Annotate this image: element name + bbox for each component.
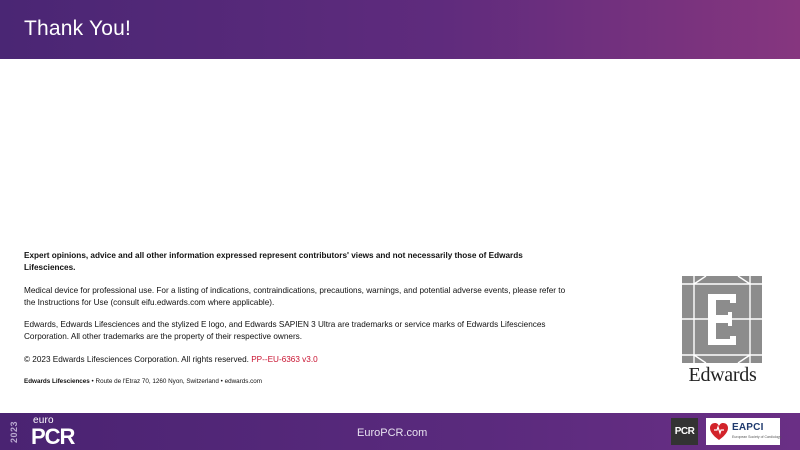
slide-title: Thank You! <box>24 17 132 40</box>
year-label: 2023 <box>9 420 19 444</box>
disclaimer-block <box>24 250 574 396</box>
trademark-notice: Edwards, Edwards Lifesciences and the stylized E logo, and Edwards SAPIEN 3 Ultra are trademarks or service marks of Edwards Lifesciences Corporation. All other trademarks are the property of their respective owners. <box>24 320 546 342</box>
pcr-badge-logo: PCR <box>671 418 698 445</box>
company-address <box>24 377 574 386</box>
europcr-logo <box>6 416 86 448</box>
edwards-e-mark-icon <box>682 276 762 363</box>
europcr-site-link[interactable]: EuroPCR.com <box>357 427 428 439</box>
address-company: Edwards Lifesciences <box>24 378 90 386</box>
eapci-label: EAPCI <box>732 422 764 433</box>
medical-device-notice: Medical device for professional use. For a listing of indications, contraindications, precautions, warnings, and potential adverse events, please refer to the Instructions for Use (consult eifu.edwards.com where applicable). <box>24 285 566 307</box>
copyright-text: © 2023 Edwards Lifesciences Corporation. All rights reserved. <box>24 354 249 364</box>
edwards-wordmark: Edwards <box>688 364 757 386</box>
eapci-logo <box>706 418 780 445</box>
edwards-logo <box>680 276 765 386</box>
title-bar <box>0 0 800 59</box>
address-details: • Route de l'Etraz 70, 1260 Nyon, Switzerland • edwards.com <box>89 378 263 386</box>
copyright-line <box>24 354 574 366</box>
heart-icon <box>709 422 729 441</box>
pcr-word: PCR <box>31 424 75 449</box>
opinion-disclaimer: Expert opinions, advice and all other information expressed represent contributors' views and not necessarily those of Edwards Lifesciences. <box>24 251 523 273</box>
document-code: PP--EU-6363 v3.0 <box>251 354 318 364</box>
euro-word: euro <box>33 415 54 426</box>
footer-bar <box>0 413 800 450</box>
eapci-subtitle: European Society of Cardiology <box>732 435 782 439</box>
